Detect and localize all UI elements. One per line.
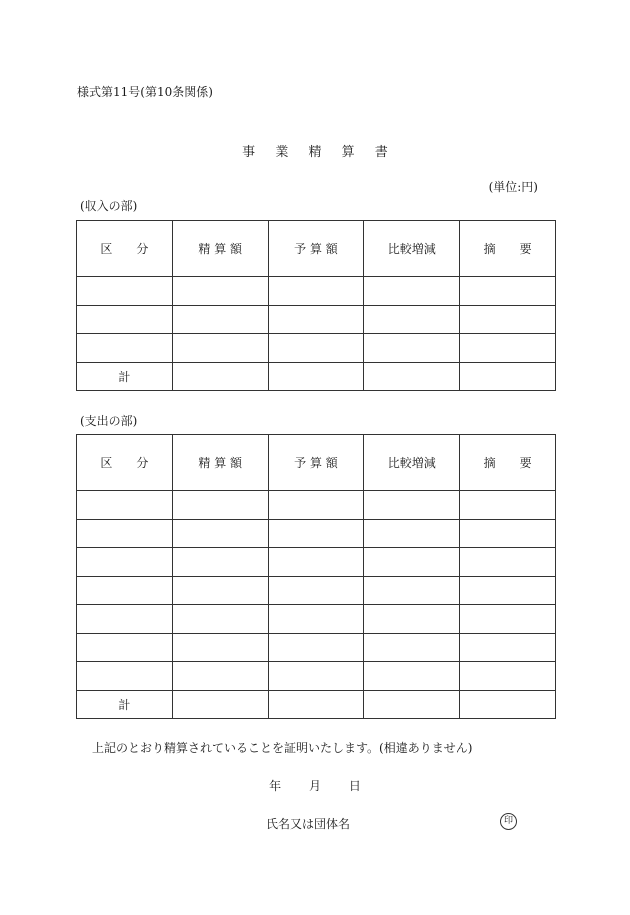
date-day: 日 <box>348 779 361 793</box>
header-difference: 比較増減 <box>364 435 460 491</box>
expense-header-row <box>77 435 556 491</box>
title-char: 書 <box>374 145 388 160</box>
cell[interactable] <box>460 662 556 691</box>
total-label: 計 <box>77 362 173 391</box>
cell[interactable] <box>77 491 173 520</box>
cell[interactable] <box>77 605 173 634</box>
cell[interactable] <box>268 576 364 605</box>
unit-label: (単位:円) <box>488 180 538 194</box>
seal-mark: 印 <box>500 813 517 830</box>
cell[interactable] <box>172 548 268 577</box>
header-difference: 比較増減 <box>364 221 460 277</box>
cell[interactable] <box>172 362 268 391</box>
form-number: 様式第11号(第10条関係) <box>77 85 213 99</box>
title-char: 事 <box>242 145 256 160</box>
cell[interactable] <box>460 605 556 634</box>
cell[interactable] <box>77 277 173 306</box>
cell[interactable] <box>77 548 173 577</box>
cell[interactable] <box>364 576 460 605</box>
title-char: 精 <box>308 145 322 160</box>
header-budget-amount: 予 算 額 <box>268 221 364 277</box>
cell[interactable] <box>364 633 460 662</box>
title-char: 算 <box>341 145 355 160</box>
cell[interactable] <box>364 519 460 548</box>
header-category: 区 分 <box>77 221 173 277</box>
cell[interactable] <box>460 305 556 334</box>
cell[interactable] <box>268 633 364 662</box>
table-row <box>77 491 556 520</box>
cell[interactable] <box>172 690 268 719</box>
document-title <box>0 141 630 160</box>
date-month: 月 <box>308 779 321 793</box>
table-row <box>77 519 556 548</box>
cell[interactable] <box>77 633 173 662</box>
table-row <box>77 576 556 605</box>
cell[interactable] <box>268 519 364 548</box>
cell[interactable] <box>364 690 460 719</box>
expense-total-row <box>77 690 556 719</box>
cell[interactable] <box>77 662 173 691</box>
cell[interactable] <box>268 605 364 634</box>
cell[interactable] <box>77 334 173 363</box>
header-category: 区 分 <box>77 435 173 491</box>
table-row <box>77 548 556 577</box>
cell[interactable] <box>460 576 556 605</box>
cell[interactable] <box>268 491 364 520</box>
cell[interactable] <box>268 305 364 334</box>
cell[interactable] <box>268 662 364 691</box>
cell[interactable] <box>460 690 556 719</box>
cell[interactable] <box>460 362 556 391</box>
cell[interactable] <box>172 519 268 548</box>
cell[interactable] <box>268 548 364 577</box>
header-remarks: 摘 要 <box>460 221 556 277</box>
total-label: 計 <box>77 690 173 719</box>
header-settled-amount: 精 算 額 <box>172 221 268 277</box>
cell[interactable] <box>268 277 364 306</box>
table-row <box>77 305 556 334</box>
income-header-row <box>77 221 556 277</box>
cell[interactable] <box>77 519 173 548</box>
cell[interactable] <box>172 662 268 691</box>
table-row <box>77 633 556 662</box>
cell[interactable] <box>460 334 556 363</box>
table-row <box>77 605 556 634</box>
cell[interactable] <box>172 277 268 306</box>
date-line <box>0 777 630 794</box>
expense-table <box>76 434 556 719</box>
cell[interactable] <box>364 548 460 577</box>
income-table <box>76 220 556 391</box>
certification-statement: 上記のとおり精算されていることを証明いたします。(相違ありません) <box>92 741 473 755</box>
cell[interactable] <box>460 277 556 306</box>
income-section-label: (収入の部) <box>80 199 138 213</box>
cell[interactable] <box>268 362 364 391</box>
cell[interactable] <box>460 491 556 520</box>
table-row <box>77 334 556 363</box>
cell[interactable] <box>364 362 460 391</box>
title-char: 業 <box>275 145 289 160</box>
table-row <box>77 277 556 306</box>
cell[interactable] <box>364 277 460 306</box>
cell[interactable] <box>172 491 268 520</box>
cell[interactable] <box>268 690 364 719</box>
cell[interactable] <box>77 576 173 605</box>
cell[interactable] <box>364 334 460 363</box>
table-row <box>77 662 556 691</box>
header-settled-amount: 精 算 額 <box>172 435 268 491</box>
header-budget-amount: 予 算 額 <box>268 435 364 491</box>
cell[interactable] <box>364 662 460 691</box>
cell[interactable] <box>364 305 460 334</box>
cell[interactable] <box>172 633 268 662</box>
cell[interactable] <box>172 605 268 634</box>
cell[interactable] <box>172 576 268 605</box>
cell[interactable] <box>172 334 268 363</box>
income-total-row <box>77 362 556 391</box>
cell[interactable] <box>364 605 460 634</box>
cell[interactable] <box>268 334 364 363</box>
expense-section-label: (支出の部) <box>80 414 138 428</box>
cell[interactable] <box>460 633 556 662</box>
cell[interactable] <box>77 305 173 334</box>
cell[interactable] <box>460 548 556 577</box>
header-remarks: 摘 要 <box>460 435 556 491</box>
date-year: 年 <box>269 779 282 793</box>
cell[interactable] <box>172 305 268 334</box>
signature-label: 氏名又は団体名 <box>266 817 351 831</box>
cell[interactable] <box>460 519 556 548</box>
cell[interactable] <box>364 491 460 520</box>
